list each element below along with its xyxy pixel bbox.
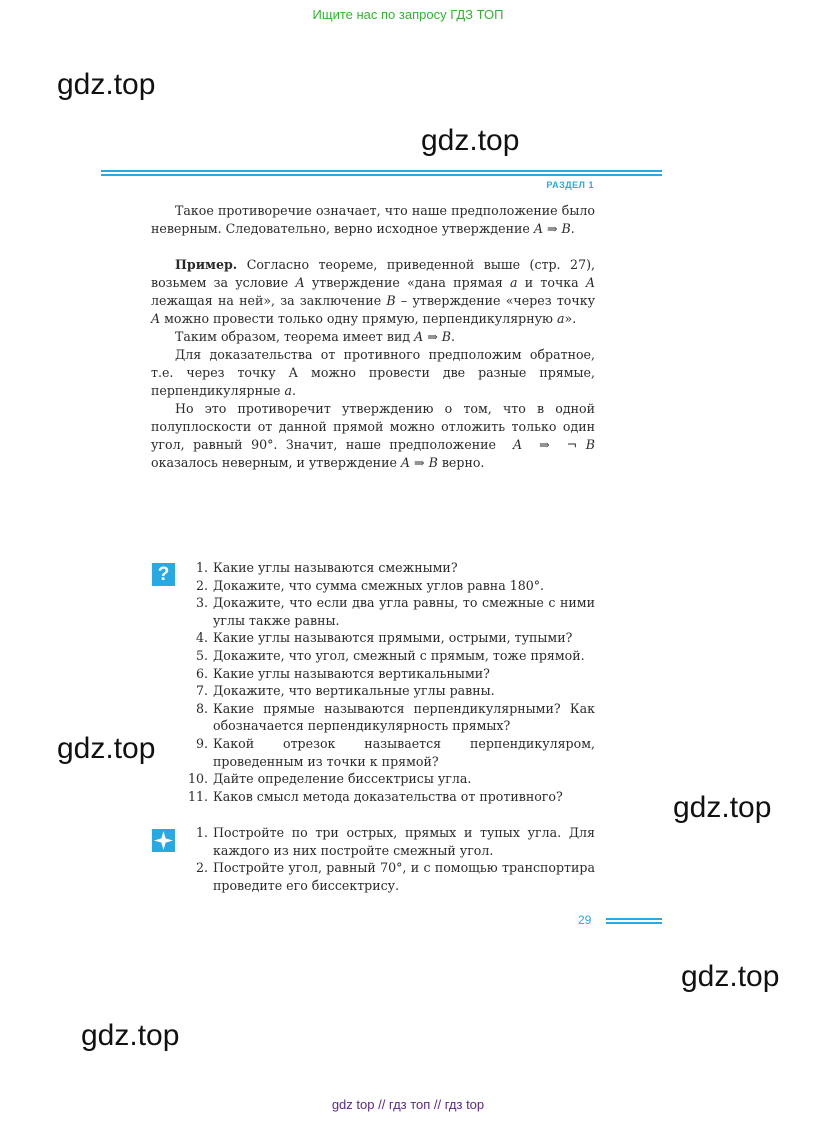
list-item: 2. Докажите, что сумма смежных углов равна 180°.: [195, 577, 545, 593]
list-item: 1. Какие углы называются смежными?: [195, 560, 458, 575]
list-item: 11. Каков смысл метода доказательства от противного?: [187, 788, 563, 804]
watermark: gdz.top: [681, 960, 780, 993]
page-number: 29: [578, 913, 592, 927]
list-item: 9. Какой отрезок называется перпендикуляром, проведенным из точки к прямой?: [195, 735, 595, 769]
list-item: 3. Докажите, что если два угла равны, то смежные с ними углы также равны.: [195, 595, 595, 628]
watermark: gdz.top: [81, 1019, 180, 1052]
section-label: РАЗДЕЛ 1: [546, 180, 594, 190]
contra-paragraph: Для доказательства от противного предположим обратное, т.е. через точку А можно провести две разные прямые, перпендикулярные a.: [151, 347, 595, 398]
list-item: 5. Докажите, что угол, смежный с прямым, тоже прямой.: [195, 647, 585, 663]
example-paragraph: Пример. Согласно теореме, приведенной выше (стр. 27), возьмем за условие A утверждение «дана прямая a и точка A лежащая на ней», за заключение B – утверждение «через точку A можно провести только одну прямую, перпендикулярную a».: [151, 257, 596, 326]
list-item: 4. Какие углы называются прямыми, острыми, тупыми?: [195, 630, 573, 646]
conclusion-paragraph: Таким образом, теорема имеет вид A ⇒ B.: [175, 329, 456, 344]
final-paragraph: Но это противоречит утверждению о том, что в одной полуплоскости от данной прямой можно отложить только один угол, равный 90°. Значит, наше предположение A ⇒ ¬ B оказалось неверным, и утверждение A ⇒ B верно.: [151, 401, 595, 470]
intro-paragraph: Такое противоречие означает, что наше предположение было неверным. Следовательно, верно исходное утверждение A ⇒ B.: [151, 203, 595, 236]
bottom-banner[interactable]: gdz top // гдз топ // гдз top: [331, 1097, 485, 1112]
list-item: 10. Дайте определение биссектрисы угла.: [187, 771, 472, 787]
tasks-list: [185, 824, 595, 894]
watermark: gdz.top: [421, 124, 520, 157]
questions-list: [185, 559, 595, 805]
list-item: 6. Какие углы называются вертикальными?: [195, 665, 490, 681]
star-icon: [152, 829, 175, 852]
top-banner[interactable]: Ищите нас по запросу ГДЗ ТОП: [312, 7, 504, 22]
watermark: gdz.top: [57, 68, 156, 101]
main-text: [151, 202, 595, 472]
watermark: gdz.top: [57, 732, 156, 765]
list-item: 7. Докажите, что вертикальные углы равны.: [195, 683, 495, 699]
intro-formula: A ⇒ B.: [533, 221, 575, 236]
watermark: gdz.top: [673, 791, 772, 824]
list-item: 2. Постройте угол, равный 70°, и с помощью транспортира проведите его биссектрису.: [195, 860, 595, 893]
example-label: Пример.: [175, 257, 238, 272]
list-item: 1. Постройте по три острых, прямых и тупых угла. Для каждого из них постройте смежный угол.: [195, 825, 595, 858]
header-rule: [101, 170, 662, 176]
list-item: 8. Какие прямые называются перпендикулярными? Как обозначается перпендикулярность прямых?: [195, 700, 595, 734]
footer-rule: [606, 918, 662, 924]
question-icon: ?: [152, 563, 175, 586]
